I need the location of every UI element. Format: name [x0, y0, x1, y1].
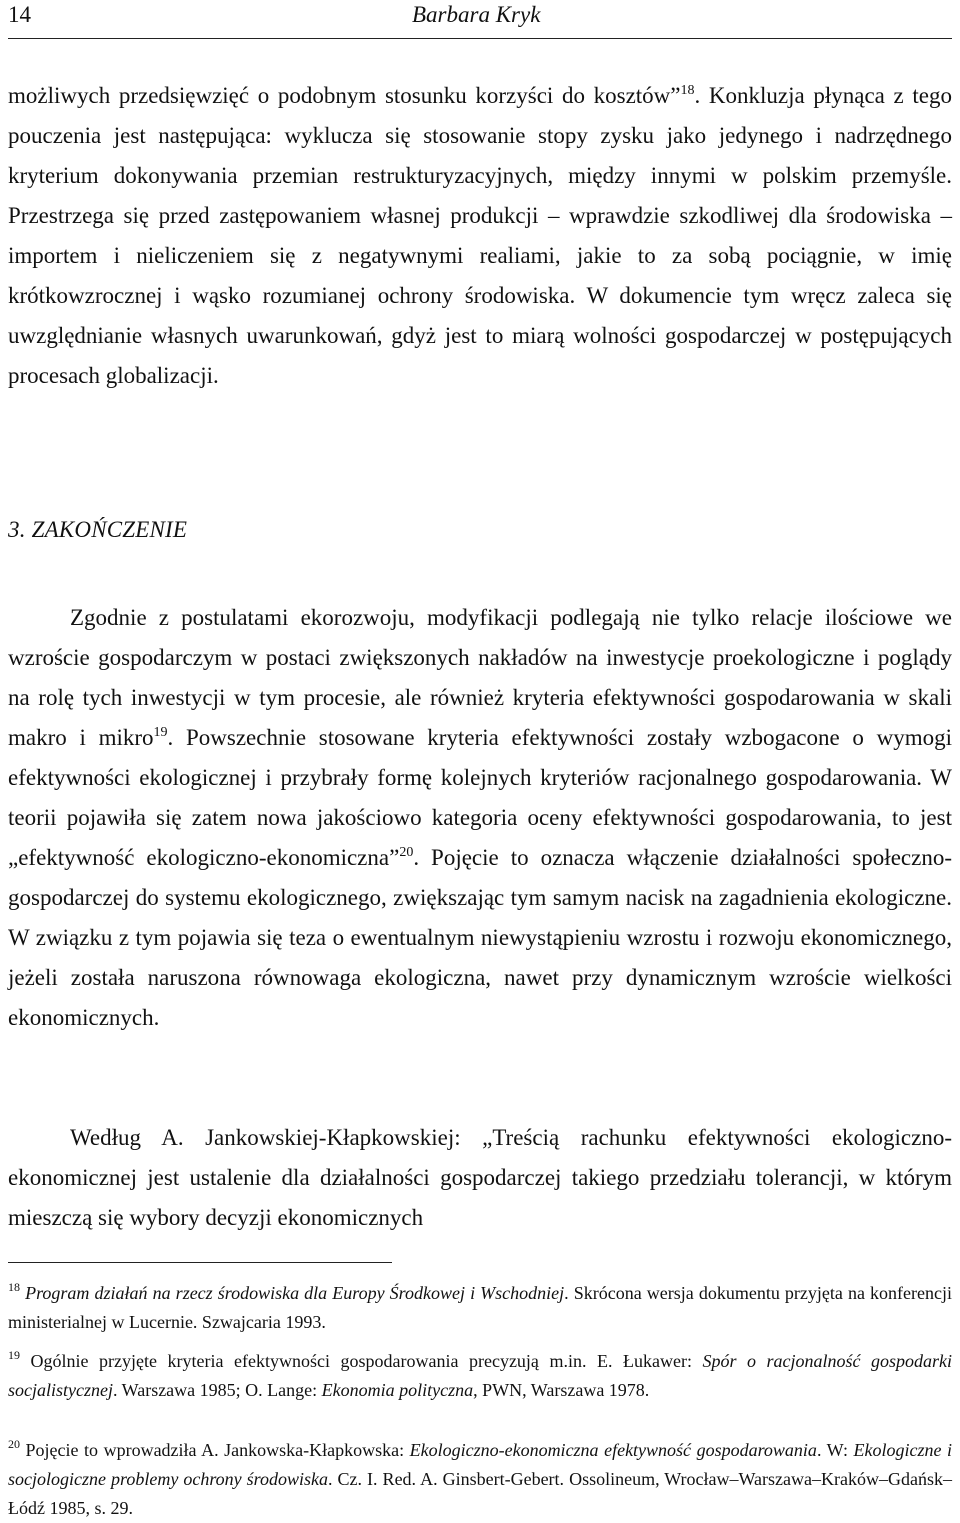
paragraph-text: . Pojęcie to oznacza włączenie działalności społeczno-gospodarczej do systemu ekologicznego, zwiększając tym samym nacisk na zagadnienia ekologiczne. W związku z tym pojawia się teza o ewentualnym niewystąpieniu wzrostu i rozwoju ekonomicznego, jeżeli została naruszona równowaga ekologiczna, nawet przy dynamicznym wzroście wielkości ekonomicznych. [8, 845, 952, 1030]
footnote-title: Spór o racjonalność gospodarki socjalistycznej [8, 1351, 953, 1400]
footnote-text: . Skrócona wersja dokumentu przyjęta na konferencji ministerialnej w Lucernie. Szwajcaria 1993. [8, 1283, 952, 1332]
footnote-number: 18 [8, 1280, 20, 1294]
footnote-text: . Cz. I. Red. A. Ginsbert-Gebert. Ossolineum, Wrocław–Warszawa–Kraków–Gdańsk–Łódź 1985, s. 29. [8, 1469, 952, 1518]
paragraph-conclusion [8, 598, 952, 1038]
footnote-ref-18[interactable]: 18 [680, 83, 695, 98]
footnote-title: Ekonomia polityczna [321, 1380, 474, 1400]
footnote-text: Pojęcie to wprowadziła A. Jankowska-Kłapkowska: [25, 1440, 410, 1460]
footnote-text: Ogólnie przyjęte kryteria efektywności gospodarowania precyzują m.in. E. Łukawer: [30, 1351, 703, 1371]
footnote-text: , PWN, Warszawa 1978. [473, 1380, 650, 1400]
paragraph-continuation [8, 76, 952, 396]
footnote-18 [8, 1279, 952, 1337]
footnote-title: Program działań na rzecz środowiska dla Europy Środkowej i Wschodniej [25, 1283, 565, 1303]
running-head-author: Barbara Kryk [412, 2, 541, 27]
page-number: 14 [8, 2, 31, 27]
footnote-number: 20 [8, 1437, 20, 1451]
paragraph-text: Zgodnie z postulatami ekorozwoju, modyfikacji podlegają nie tylko relacje ilościowe we wzroście gospodarczym w postaci zwiększonych nakładów na inwestycje proekologiczne i poglądy na rolę tych inwestycji w tym procesie, ale również kryteria efektywności gospodarowania w skali makro i mikro [8, 605, 952, 750]
paragraph-text: . Powszechnie stosowane kryteria efektywności zostały wzbogacone o wymogi efektywności ekologicznej i przybrały formę kolejnych kryteriów racjonalnego gospodarowania. W teorii pojawiła się zatem nowa jakościowo kategoria oceny efektywności gospodarowania, to jest „efektywność ekologiczno-ekonomiczna” [8, 725, 952, 870]
section-heading: 3. ZAKOŃCZENIE [8, 517, 188, 542]
paragraph-text: Według A. Jankowskiej-Kłapkowskiej: „Treścią rachunku efektywności ekologiczno-ekonomicznej jest ustalenie dla działalności gospodarczej takiego przedziału tolerancji, w którym mieszczą się wybory decyzji ekonomicznych [8, 1125, 952, 1230]
footnote-title: Ekologiczno-ekonomiczna efektywność gospodarowania [409, 1440, 817, 1460]
footnote-text: . Warszawa 1985; O. Lange: [112, 1380, 322, 1400]
paragraph-text: . Konkluzja płynąca z tego pouczenia jest następująca: wyklucza się stosowanie stopy zysku jako jedynego i nadrzędnego kryterium dokonywania przemian restrukturyzacyjnych, między innymi w polskim przemyśle. Przestrzega się przed zastępowaniem własnej produkcji – wprawdzie szkodliwej dla środowiska – importem i nieliczeniem się z negatywnymi realiami, jakie to za sobą pociągnie, w imię krótkowzrocznej i wąsko rozumianej ochrony środowiska. W dokumencie tym wręcz zaleca się uwzględnianie własnych uwarunkowań, gdyż jest to miarą wolności gospodarczej w postępujących procesach globalizacji. [8, 83, 952, 388]
footnote-ref-19[interactable]: 19 [153, 725, 168, 740]
footnote-ref-20[interactable]: 20 [399, 845, 414, 860]
paragraph-quote [8, 1118, 952, 1238]
footnote-19 [8, 1347, 952, 1405]
footnote-number: 19 [8, 1348, 20, 1362]
running-header [8, 0, 952, 39]
footnote-title: Ekologiczne i socjologiczne problemy ochrony środowiska [8, 1440, 953, 1489]
footnote-20 [8, 1436, 952, 1523]
footnote-text: . W: [816, 1440, 854, 1460]
paragraph-text: możliwych przedsięwzięć o podobnym stosunku korzyści do kosztów” [8, 83, 681, 108]
footnote-separator [8, 1262, 392, 1263]
